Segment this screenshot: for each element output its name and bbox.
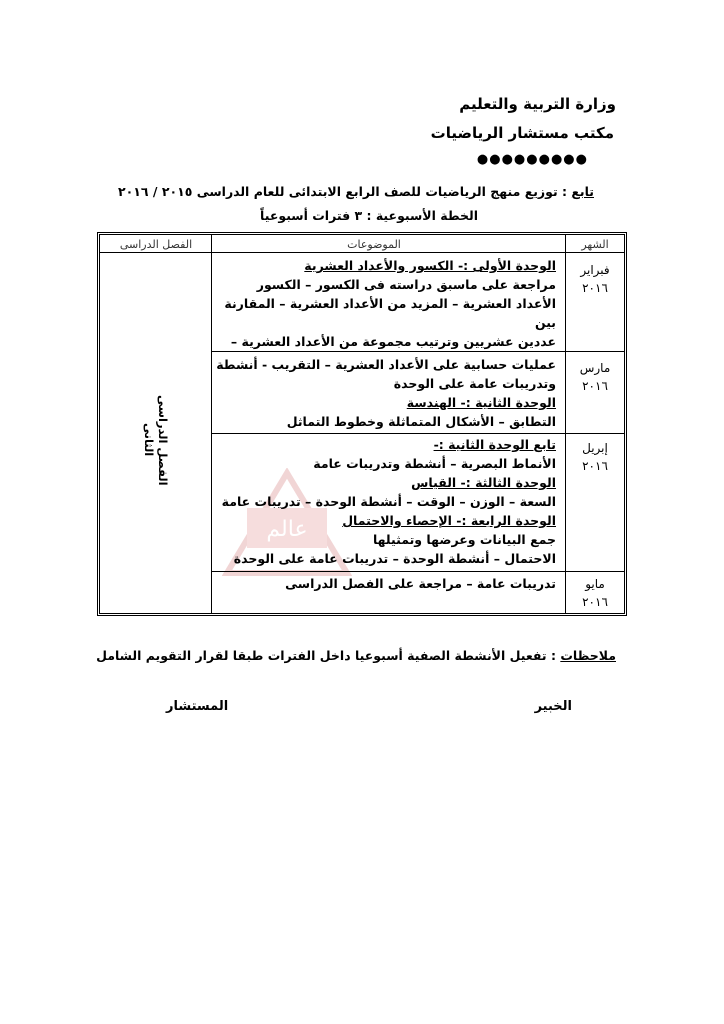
month-year: ٢٠١٦ (582, 595, 608, 609)
signature-expert: الخبير (534, 699, 572, 714)
month-name: فبراير (580, 263, 610, 277)
column-divider (565, 235, 566, 613)
topic-line: الأعداد العشرية – المزيد من الأعداد العشرية – المقارنة بين (224, 296, 556, 330)
header-dots: ●●●●●●●●● (476, 152, 588, 167)
signature-advisor: المستشار (166, 699, 229, 714)
month-cell (572, 261, 618, 297)
topics-cell (206, 355, 556, 431)
title-label: تابع (571, 184, 594, 199)
document-title (118, 184, 594, 199)
topics-cell (206, 574, 556, 593)
topic-line: عددين عشريين وترتيب مجموعة من الأعداد العشرية – (230, 334, 556, 349)
month-year: ٢٠١٦ (582, 459, 608, 473)
topic-line: الاحتمال – أنشطة الوحدة – تدريبات عامة على الوحدة (233, 551, 556, 566)
topic-line: وتدريبات عامة على الوحدة (393, 376, 556, 391)
topic-line: الوحدة الثانية :- الهندسة (406, 395, 556, 410)
month-cell (572, 575, 618, 611)
row-divider (211, 571, 624, 572)
topic-line: الأنماط البصرية – أنشطة وتدريبات عامة (313, 456, 556, 471)
topic-line: التطابق – الأشكال المتماثلة وخطوط التماثل (286, 414, 556, 429)
row-divider (211, 433, 624, 434)
topic-line: مراجعة على ماسبق دراسته فى الكسور – الكسور (256, 277, 556, 292)
header-semester: الفصل الدراسى (119, 238, 193, 251)
topic-line: تابع الوحدة الثانية :- (433, 437, 556, 452)
ministry-name: وزارة التربية والتعليم (459, 95, 616, 113)
month-name: مارس (579, 361, 611, 375)
curriculum-table (97, 232, 627, 616)
weekly-plan-subtitle: الخطة الأسبوعية : ٣ فترات أسبوعياً (260, 208, 478, 223)
topic-line: الوحدة الثالثة :- القياس (411, 475, 556, 490)
topic-line: الوحدة الأولى :- الكسور والأعداد العشرية (304, 258, 556, 273)
notes (96, 648, 616, 663)
notes-label: ملاحظات (560, 648, 616, 663)
month-name: مايو (585, 577, 605, 591)
month-year: ٢٠١٦ (582, 281, 608, 295)
title-text: : توزيع منهج الرياضيات للصف الرابع الابتدائى للعام الدراسى ٢٠١٥ / ٢٠١٦ (118, 184, 572, 199)
header-divider (100, 252, 624, 253)
month-name: إبريل (582, 441, 608, 455)
topics-cell (206, 435, 556, 568)
row-divider (211, 351, 624, 352)
watermark-text: عالم (266, 517, 308, 542)
topic-line: جمع البيانات وعرضها وتمثيلها (372, 532, 556, 547)
header-month: الشهر (581, 238, 609, 251)
topic-line: الوحدة الرابعة :- الإحصاء والاحتمال (342, 513, 556, 528)
topic-line: تدريبات عامة – مراجعة على الفصل الدراسى (285, 576, 556, 591)
month-cell (572, 439, 618, 475)
topic-line: السعة – الوزن – الوقت – أنشطة الوحدة – تدريبات عامة (221, 494, 556, 509)
office-name: مكتب مستشار الرياضيات (430, 124, 614, 142)
topics-cell (206, 256, 556, 351)
month-cell (572, 359, 618, 395)
month-year: ٢٠١٦ (582, 379, 608, 393)
header-topics: الموضوعات (347, 238, 401, 251)
notes-text: : تفعيل الأنشطة الصفية أسبوعيا داخل الفترات طبقا لقرار التقويم الشامل (96, 648, 561, 663)
semester-label: الفصل الدراسى الثانى (142, 394, 170, 486)
topic-line: عمليات حسابية على الأعداد العشرية – التقريب - أنشطة (216, 357, 556, 372)
